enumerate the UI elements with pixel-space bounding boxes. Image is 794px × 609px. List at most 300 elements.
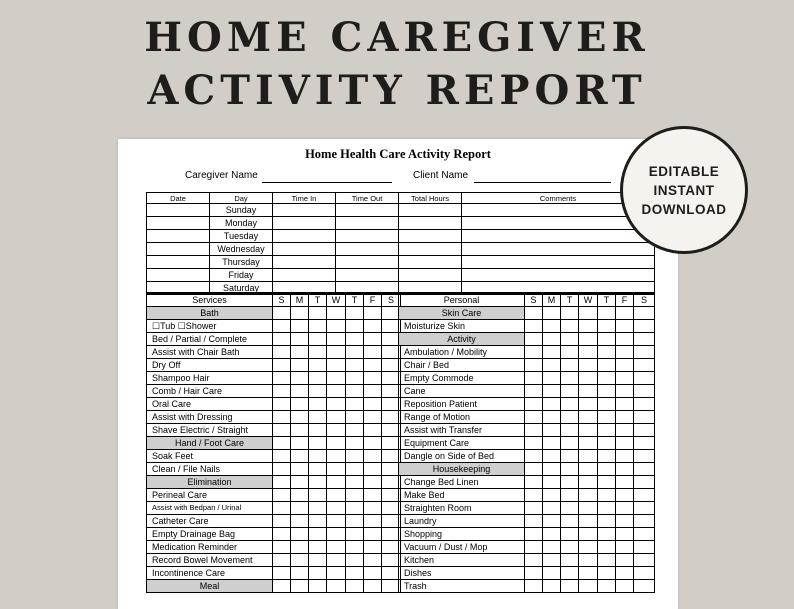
check-cell[interactable] (309, 463, 327, 476)
check-cell[interactable] (525, 346, 543, 359)
check-cell[interactable] (616, 515, 634, 528)
check-cell[interactable] (309, 372, 327, 385)
check-cell[interactable] (598, 398, 616, 411)
comments-cell[interactable] (462, 217, 655, 230)
check-cell[interactable] (543, 437, 561, 450)
check-cell[interactable] (543, 398, 561, 411)
check-cell[interactable] (543, 424, 561, 437)
check-cell[interactable] (543, 489, 561, 502)
check-cell[interactable] (291, 307, 309, 320)
check-cell[interactable] (598, 489, 616, 502)
check-cell[interactable] (525, 437, 543, 450)
check-cell[interactable] (364, 554, 382, 567)
check-cell[interactable] (309, 489, 327, 502)
check-cell[interactable] (346, 541, 364, 554)
check-cell[interactable] (525, 502, 543, 515)
check-cell[interactable] (598, 450, 616, 463)
check-cell[interactable] (598, 385, 616, 398)
time-out-cell[interactable] (336, 217, 399, 230)
check-cell[interactable] (561, 437, 579, 450)
check-cell[interactable] (309, 320, 327, 333)
date-cell[interactable] (147, 230, 210, 243)
check-cell[interactable] (598, 463, 616, 476)
check-cell[interactable] (579, 502, 598, 515)
check-cell[interactable] (327, 359, 346, 372)
check-cell[interactable] (598, 541, 616, 554)
check-cell[interactable] (616, 567, 634, 580)
check-cell[interactable] (525, 476, 543, 489)
check-cell[interactable] (598, 567, 616, 580)
check-cell[interactable] (525, 307, 543, 320)
check-cell[interactable] (327, 320, 346, 333)
check-cell[interactable] (364, 398, 382, 411)
check-cell[interactable] (273, 398, 291, 411)
check-cell[interactable] (273, 450, 291, 463)
check-cell[interactable] (364, 320, 382, 333)
check-cell[interactable] (543, 320, 561, 333)
check-cell[interactable] (273, 541, 291, 554)
check-cell[interactable] (561, 528, 579, 541)
time-out-cell[interactable] (336, 230, 399, 243)
check-cell[interactable] (291, 346, 309, 359)
comments-cell[interactable] (462, 269, 655, 282)
check-cell[interactable] (346, 437, 364, 450)
check-cell[interactable] (273, 476, 291, 489)
check-cell[interactable] (634, 463, 655, 476)
check-cell[interactable] (634, 333, 655, 346)
check-cell[interactable] (616, 450, 634, 463)
check-cell[interactable] (634, 424, 655, 437)
check-cell[interactable] (543, 450, 561, 463)
check-cell[interactable] (616, 554, 634, 567)
check-cell[interactable] (273, 411, 291, 424)
check-cell[interactable] (364, 450, 382, 463)
check-cell[interactable] (543, 528, 561, 541)
check-cell[interactable] (561, 372, 579, 385)
check-cell[interactable] (346, 554, 364, 567)
date-cell[interactable] (147, 243, 210, 256)
check-cell[interactable] (598, 333, 616, 346)
check-cell[interactable] (346, 528, 364, 541)
time-in-cell[interactable] (273, 269, 336, 282)
check-cell[interactable] (346, 320, 364, 333)
check-cell[interactable] (273, 515, 291, 528)
check-cell[interactable] (634, 307, 655, 320)
check-cell[interactable] (309, 450, 327, 463)
check-cell[interactable] (616, 580, 634, 593)
total-hours-cell[interactable] (399, 217, 462, 230)
check-cell[interactable] (598, 346, 616, 359)
comments-cell[interactable] (462, 243, 655, 256)
check-cell[interactable] (364, 333, 382, 346)
check-cell[interactable] (525, 528, 543, 541)
check-cell[interactable] (346, 450, 364, 463)
check-cell[interactable] (579, 411, 598, 424)
check-cell[interactable] (309, 541, 327, 554)
time-out-cell[interactable] (336, 204, 399, 217)
check-cell[interactable] (364, 541, 382, 554)
date-cell[interactable] (147, 217, 210, 230)
total-hours-cell[interactable] (399, 204, 462, 217)
check-cell[interactable] (579, 580, 598, 593)
total-hours-cell[interactable] (399, 256, 462, 269)
check-cell[interactable] (525, 411, 543, 424)
total-hours-cell[interactable] (399, 269, 462, 282)
check-cell[interactable] (525, 541, 543, 554)
check-cell[interactable] (346, 307, 364, 320)
check-cell[interactable] (543, 567, 561, 580)
check-cell[interactable] (327, 450, 346, 463)
check-cell[interactable] (616, 476, 634, 489)
check-cell[interactable] (561, 307, 579, 320)
check-cell[interactable] (616, 541, 634, 554)
date-cell[interactable] (147, 256, 210, 269)
check-cell[interactable] (579, 567, 598, 580)
check-cell[interactable] (543, 580, 561, 593)
check-cell[interactable] (327, 476, 346, 489)
check-cell[interactable] (543, 385, 561, 398)
check-cell[interactable] (634, 515, 655, 528)
check-cell[interactable] (273, 489, 291, 502)
check-cell[interactable] (543, 346, 561, 359)
check-cell[interactable] (525, 554, 543, 567)
check-cell[interactable] (346, 463, 364, 476)
check-cell[interactable] (616, 437, 634, 450)
check-cell[interactable] (525, 385, 543, 398)
check-cell[interactable] (561, 541, 579, 554)
check-cell[interactable] (273, 385, 291, 398)
check-cell[interactable] (291, 372, 309, 385)
time-out-cell[interactable] (336, 243, 399, 256)
check-cell[interactable] (309, 424, 327, 437)
check-cell[interactable] (291, 567, 309, 580)
check-cell[interactable] (543, 411, 561, 424)
check-cell[interactable] (561, 567, 579, 580)
time-in-cell[interactable] (273, 204, 336, 217)
check-cell[interactable] (309, 567, 327, 580)
check-cell[interactable] (579, 489, 598, 502)
check-cell[interactable] (616, 385, 634, 398)
check-cell[interactable] (309, 476, 327, 489)
check-cell[interactable] (579, 528, 598, 541)
check-cell[interactable] (543, 359, 561, 372)
check-cell[interactable] (561, 554, 579, 567)
check-cell[interactable] (579, 320, 598, 333)
check-cell[interactable] (291, 398, 309, 411)
check-cell[interactable] (346, 411, 364, 424)
check-cell[interactable] (291, 476, 309, 489)
check-cell[interactable] (561, 359, 579, 372)
check-cell[interactable] (273, 502, 291, 515)
check-cell[interactable] (525, 463, 543, 476)
check-cell[interactable] (634, 580, 655, 593)
check-cell[interactable] (543, 372, 561, 385)
check-cell[interactable] (327, 385, 346, 398)
check-cell[interactable] (598, 411, 616, 424)
check-cell[interactable] (598, 359, 616, 372)
check-cell[interactable] (598, 437, 616, 450)
check-cell[interactable] (561, 489, 579, 502)
check-cell[interactable] (309, 580, 327, 593)
check-cell[interactable] (327, 463, 346, 476)
check-cell[interactable] (598, 424, 616, 437)
check-cell[interactable] (346, 398, 364, 411)
check-cell[interactable] (561, 463, 579, 476)
check-cell[interactable] (327, 580, 346, 593)
check-cell[interactable] (616, 489, 634, 502)
check-cell[interactable] (327, 398, 346, 411)
check-cell[interactable] (616, 424, 634, 437)
check-cell[interactable] (309, 385, 327, 398)
check-cell[interactable] (291, 385, 309, 398)
time-out-cell[interactable] (336, 256, 399, 269)
check-cell[interactable] (327, 489, 346, 502)
check-cell[interactable] (634, 541, 655, 554)
check-cell[interactable] (579, 541, 598, 554)
check-cell[interactable] (616, 411, 634, 424)
check-cell[interactable] (327, 372, 346, 385)
check-cell[interactable] (543, 502, 561, 515)
check-cell[interactable] (561, 346, 579, 359)
check-cell[interactable] (346, 372, 364, 385)
check-cell[interactable] (364, 385, 382, 398)
check-cell[interactable] (309, 502, 327, 515)
check-cell[interactable] (616, 398, 634, 411)
check-cell[interactable] (561, 385, 579, 398)
check-cell[interactable] (561, 515, 579, 528)
check-cell[interactable] (561, 411, 579, 424)
check-cell[interactable] (579, 398, 598, 411)
check-cell[interactable] (525, 372, 543, 385)
check-cell[interactable] (579, 385, 598, 398)
check-cell[interactable] (598, 554, 616, 567)
check-cell[interactable] (525, 450, 543, 463)
check-cell[interactable] (616, 463, 634, 476)
check-cell[interactable] (616, 333, 634, 346)
check-cell[interactable] (634, 411, 655, 424)
check-cell[interactable] (616, 528, 634, 541)
check-cell[interactable] (273, 333, 291, 346)
check-cell[interactable] (327, 554, 346, 567)
check-cell[interactable] (291, 359, 309, 372)
check-cell[interactable] (273, 424, 291, 437)
check-cell[interactable] (598, 580, 616, 593)
check-cell[interactable] (273, 437, 291, 450)
check-cell[interactable] (327, 424, 346, 437)
check-cell[interactable] (634, 567, 655, 580)
check-cell[interactable] (634, 554, 655, 567)
check-cell[interactable] (364, 463, 382, 476)
check-cell[interactable] (346, 476, 364, 489)
check-cell[interactable] (561, 450, 579, 463)
check-cell[interactable] (634, 489, 655, 502)
check-cell[interactable] (309, 307, 327, 320)
time-in-cell[interactable] (273, 230, 336, 243)
check-cell[interactable] (327, 333, 346, 346)
check-cell[interactable] (579, 437, 598, 450)
check-cell[interactable] (579, 476, 598, 489)
check-cell[interactable] (291, 437, 309, 450)
check-cell[interactable] (364, 411, 382, 424)
check-cell[interactable] (364, 580, 382, 593)
check-cell[interactable] (634, 502, 655, 515)
check-cell[interactable] (364, 567, 382, 580)
check-cell[interactable] (579, 346, 598, 359)
check-cell[interactable] (346, 489, 364, 502)
check-cell[interactable] (309, 333, 327, 346)
check-cell[interactable] (598, 320, 616, 333)
check-cell[interactable] (327, 515, 346, 528)
check-cell[interactable] (273, 359, 291, 372)
check-cell[interactable] (309, 359, 327, 372)
check-cell[interactable] (598, 515, 616, 528)
check-cell[interactable] (364, 437, 382, 450)
total-hours-cell[interactable] (399, 230, 462, 243)
check-cell[interactable] (634, 450, 655, 463)
check-cell[interactable] (273, 307, 291, 320)
check-cell[interactable] (598, 502, 616, 515)
check-cell[interactable] (327, 567, 346, 580)
check-cell[interactable] (598, 307, 616, 320)
check-cell[interactable] (346, 515, 364, 528)
check-cell[interactable] (525, 580, 543, 593)
check-cell[interactable] (273, 528, 291, 541)
check-cell[interactable] (634, 437, 655, 450)
check-cell[interactable] (579, 359, 598, 372)
check-cell[interactable] (634, 359, 655, 372)
check-cell[interactable] (309, 437, 327, 450)
check-cell[interactable] (616, 346, 634, 359)
time-in-cell[interactable] (273, 217, 336, 230)
check-cell[interactable] (634, 528, 655, 541)
check-cell[interactable] (291, 502, 309, 515)
check-cell[interactable] (634, 372, 655, 385)
check-cell[interactable] (525, 489, 543, 502)
date-cell[interactable] (147, 269, 210, 282)
check-cell[interactable] (346, 567, 364, 580)
check-cell[interactable] (634, 476, 655, 489)
check-cell[interactable] (543, 515, 561, 528)
check-cell[interactable] (309, 398, 327, 411)
check-cell[interactable] (327, 437, 346, 450)
time-out-cell[interactable] (336, 269, 399, 282)
check-cell[interactable] (364, 489, 382, 502)
check-cell[interactable] (561, 502, 579, 515)
check-cell[interactable] (561, 424, 579, 437)
check-cell[interactable] (327, 411, 346, 424)
check-cell[interactable] (579, 463, 598, 476)
check-cell[interactable] (291, 528, 309, 541)
check-cell[interactable] (291, 541, 309, 554)
check-cell[interactable] (561, 476, 579, 489)
check-cell[interactable] (273, 554, 291, 567)
check-cell[interactable] (346, 424, 364, 437)
check-cell[interactable] (616, 359, 634, 372)
caregiver-name-field[interactable] (262, 182, 392, 183)
check-cell[interactable] (327, 307, 346, 320)
check-cell[interactable] (525, 320, 543, 333)
check-cell[interactable] (346, 359, 364, 372)
check-cell[interactable] (327, 502, 346, 515)
check-cell[interactable] (291, 515, 309, 528)
check-cell[interactable] (616, 372, 634, 385)
check-cell[interactable] (598, 528, 616, 541)
check-cell[interactable] (561, 333, 579, 346)
check-cell[interactable] (525, 567, 543, 580)
check-cell[interactable] (291, 424, 309, 437)
check-cell[interactable] (364, 359, 382, 372)
time-in-cell[interactable] (273, 256, 336, 269)
check-cell[interactable] (364, 424, 382, 437)
check-cell[interactable] (273, 580, 291, 593)
time-in-cell[interactable] (273, 243, 336, 256)
comments-cell[interactable] (462, 256, 655, 269)
check-cell[interactable] (634, 346, 655, 359)
check-cell[interactable] (291, 463, 309, 476)
check-cell[interactable] (291, 333, 309, 346)
check-cell[interactable] (543, 476, 561, 489)
check-cell[interactable] (364, 528, 382, 541)
check-cell[interactable] (634, 398, 655, 411)
check-cell[interactable] (291, 489, 309, 502)
check-cell[interactable] (364, 307, 382, 320)
check-cell[interactable] (543, 554, 561, 567)
check-cell[interactable] (364, 372, 382, 385)
check-cell[interactable] (273, 372, 291, 385)
check-cell[interactable] (309, 528, 327, 541)
check-cell[interactable] (364, 346, 382, 359)
check-cell[interactable] (364, 515, 382, 528)
check-cell[interactable] (309, 515, 327, 528)
check-cell[interactable] (634, 320, 655, 333)
check-cell[interactable] (543, 307, 561, 320)
check-cell[interactable] (525, 424, 543, 437)
check-cell[interactable] (309, 411, 327, 424)
check-cell[interactable] (525, 333, 543, 346)
check-cell[interactable] (346, 502, 364, 515)
date-cell[interactable] (147, 204, 210, 217)
check-cell[interactable] (561, 320, 579, 333)
check-cell[interactable] (543, 333, 561, 346)
check-cell[interactable] (579, 554, 598, 567)
check-cell[interactable] (273, 463, 291, 476)
check-cell[interactable] (327, 346, 346, 359)
check-cell[interactable] (543, 541, 561, 554)
check-cell[interactable] (579, 515, 598, 528)
check-cell[interactable] (543, 463, 561, 476)
client-name-field[interactable] (474, 182, 611, 183)
check-cell[interactable] (291, 580, 309, 593)
check-cell[interactable] (579, 333, 598, 346)
check-cell[interactable] (561, 580, 579, 593)
check-cell[interactable] (273, 567, 291, 580)
total-hours-cell[interactable] (399, 243, 462, 256)
comments-cell[interactable] (462, 230, 655, 243)
check-cell[interactable] (346, 333, 364, 346)
check-cell[interactable] (291, 554, 309, 567)
check-cell[interactable] (579, 450, 598, 463)
check-cell[interactable] (346, 346, 364, 359)
check-cell[interactable] (579, 307, 598, 320)
check-cell[interactable] (598, 476, 616, 489)
check-cell[interactable] (616, 320, 634, 333)
check-cell[interactable] (598, 372, 616, 385)
check-cell[interactable] (346, 385, 364, 398)
check-cell[interactable] (309, 346, 327, 359)
check-cell[interactable] (634, 385, 655, 398)
check-cell[interactable] (327, 528, 346, 541)
check-cell[interactable] (616, 502, 634, 515)
